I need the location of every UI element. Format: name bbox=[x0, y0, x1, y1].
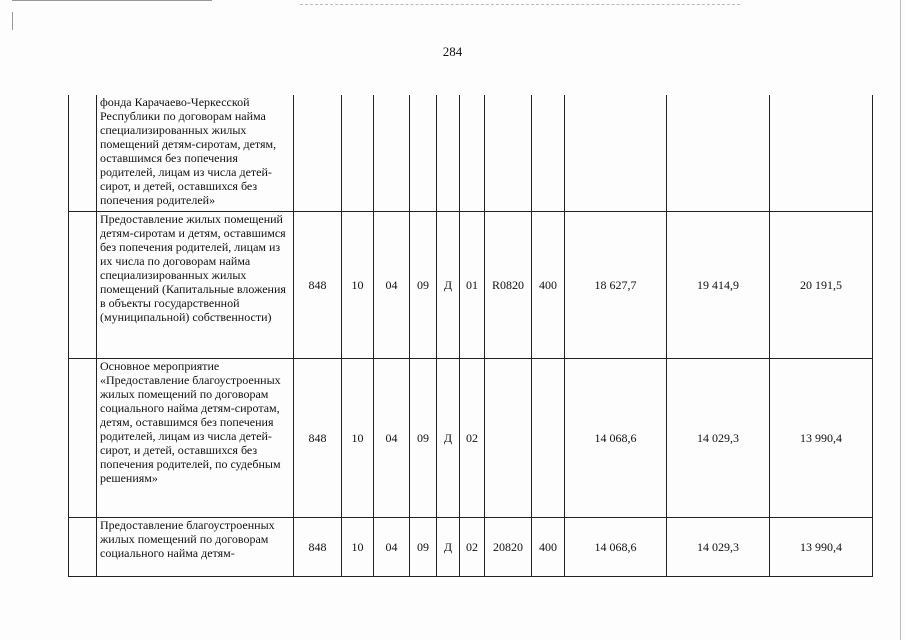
event-code-cell: 01 bbox=[460, 212, 485, 359]
subprogram-code-cell bbox=[437, 95, 460, 212]
event-code-cell bbox=[460, 95, 485, 212]
year3-amount-cell bbox=[770, 95, 873, 212]
scan-edge-top bbox=[12, 0, 212, 1]
ministry-code-cell: 848 bbox=[294, 359, 342, 518]
expense-type-cell bbox=[532, 359, 565, 518]
row-number-cell bbox=[69, 359, 97, 518]
subprogram-code-cell: Д bbox=[437, 212, 460, 359]
year1-amount-cell: 18 627,7 bbox=[565, 212, 667, 359]
scan-edge-top-dashed bbox=[300, 4, 740, 5]
row-name-cell: фонда Карачаево-Черкесской Республики по договорам найма специализированных жилых помещений детям-сиротам, детям, оставшимся без попечения родителей, лицам из числа детей-сирот, и детей, оставшихся без попечения родителей» bbox=[97, 95, 294, 212]
year2-amount-cell bbox=[667, 95, 770, 212]
direction-code-cell bbox=[485, 359, 532, 518]
ministry-code-cell: 848 bbox=[294, 212, 342, 359]
section-code-cell: 10 bbox=[342, 518, 374, 577]
event-code-cell: 02 bbox=[460, 359, 485, 518]
subprogram-code-cell: Д bbox=[437, 359, 460, 518]
page-number: 284 bbox=[442, 44, 463, 59]
section-code-cell: 10 bbox=[342, 212, 374, 359]
year3-amount-cell: 20 191,5 bbox=[770, 212, 873, 359]
budget-table bbox=[68, 95, 873, 577]
subsection-code-cell: 04 bbox=[374, 359, 410, 518]
direction-code-cell: 20820 bbox=[485, 518, 532, 577]
program-code-cell: 09 bbox=[410, 518, 437, 577]
program-code-cell bbox=[410, 95, 437, 212]
table-row bbox=[69, 359, 873, 518]
expense-type-cell: 400 bbox=[532, 518, 565, 577]
table-row bbox=[69, 212, 873, 359]
ministry-code-cell: 848 bbox=[294, 518, 342, 577]
year2-amount-cell: 19 414,9 bbox=[667, 212, 770, 359]
direction-code-cell bbox=[485, 95, 532, 212]
direction-code-cell: R0820 bbox=[485, 212, 532, 359]
row-number-cell bbox=[69, 518, 97, 577]
subprogram-code-cell: Д bbox=[437, 518, 460, 577]
scan-edge-right bbox=[900, 0, 901, 640]
year1-amount-cell: 14 068,6 bbox=[565, 359, 667, 518]
year3-amount-cell: 13 990,4 bbox=[770, 518, 873, 577]
subsection-code-cell bbox=[374, 95, 410, 212]
year1-amount-cell: 14 068,6 bbox=[565, 518, 667, 577]
scan-edge-left bbox=[12, 12, 13, 30]
expense-type-cell bbox=[532, 95, 565, 212]
row-number-cell bbox=[69, 95, 97, 212]
event-code-cell: 02 bbox=[460, 518, 485, 577]
section-code-cell: 10 bbox=[342, 359, 374, 518]
year3-amount-cell: 13 990,4 bbox=[770, 359, 873, 518]
table-row bbox=[69, 95, 873, 212]
ministry-code-cell bbox=[294, 95, 342, 212]
subsection-code-cell: 04 bbox=[374, 518, 410, 577]
row-name-cell: Предоставление благоустроенных жилых помещений по договорам социального найма детям- bbox=[97, 518, 294, 577]
year2-amount-cell: 14 029,3 bbox=[667, 359, 770, 518]
year2-amount-cell: 14 029,3 bbox=[667, 518, 770, 577]
program-code-cell: 09 bbox=[410, 212, 437, 359]
row-number-cell bbox=[69, 212, 97, 359]
expense-type-cell: 400 bbox=[532, 212, 565, 359]
section-code-cell bbox=[342, 95, 374, 212]
program-code-cell: 09 bbox=[410, 359, 437, 518]
row-name-cell: Предоставление жилых помещений детям-сиротам и детям, оставшимся без попечения родителей, лицам из их числа по договорам найма специализированных жилых помещений (Капитальные вложения в объекты государственной (муниципальной) собственности) bbox=[97, 212, 294, 359]
subsection-code-cell: 04 bbox=[374, 212, 410, 359]
row-name-cell: Основное мероприятие «Предоставление благоустроенных жилых помещений по договорам социального найма детям-сиротам, детям, оставшимся без попечения родителей, лицам из числа детей-сирот, и детей, оставшихся без попечения родителей, по судебным решениям» bbox=[97, 359, 294, 518]
year1-amount-cell bbox=[565, 95, 667, 212]
table-row bbox=[69, 518, 873, 577]
